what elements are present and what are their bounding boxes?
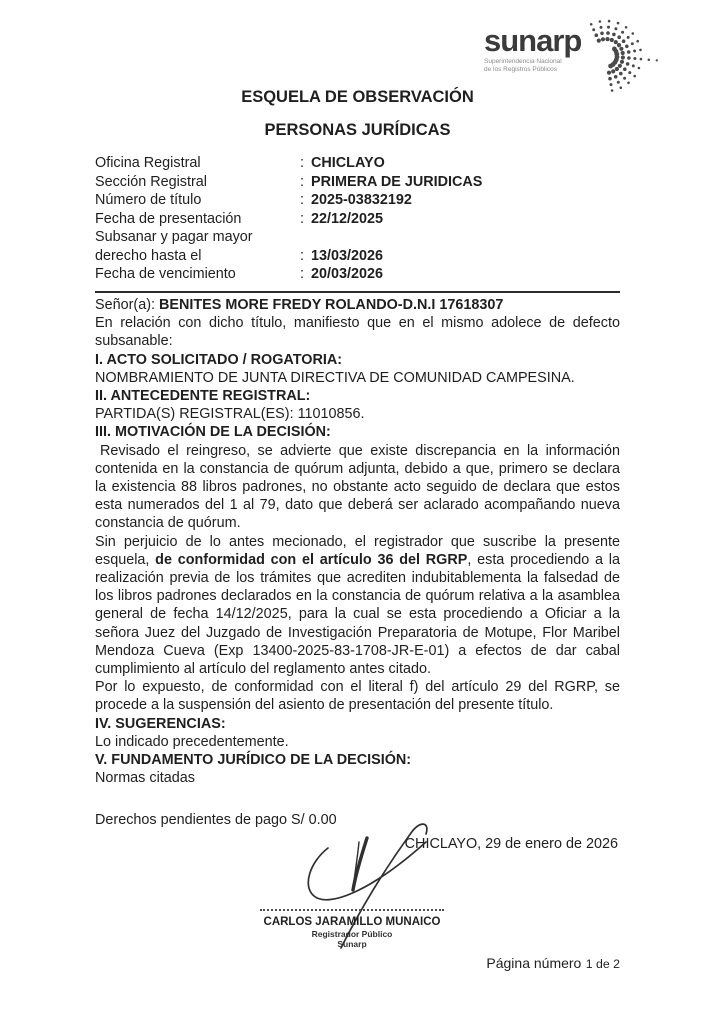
field-separator: :: [300, 210, 304, 227]
signer-name: CARLOS JARAMILLO MUNAICO: [263, 916, 441, 928]
field-separator: :: [300, 155, 304, 172]
page-number-value: 1 de 2: [585, 957, 620, 971]
field-label: derecho hasta el: [95, 247, 202, 264]
addressee-prefix: Señor(a):: [95, 296, 159, 313]
signer-role: Registrador Público: [311, 929, 393, 939]
page-number-footer: [486, 955, 620, 973]
field-fecha-de-presentacion: [95, 210, 620, 229]
document-subtitle: PERSONAS JURÍDICAS: [264, 121, 451, 140]
field-separator: [300, 228, 311, 247]
section-5-body: Normas citadas: [95, 770, 195, 787]
paragraph-text: Sin perjuicio de lo antes mecionado, el registrador que suscribe la presente esquela,: [95, 533, 620, 568]
intro-paragraph: En relación con dicho título, manifiesto que en el mismo adolece de defecto subsanable:: [95, 315, 620, 350]
place-and-date-line: CHICLAYO, 29 de enero de 2026: [404, 835, 618, 852]
section-3-heading: III. MOTIVACIÓN DE LA DECISIÓN:: [95, 424, 331, 441]
signature-dashed-line: [260, 909, 444, 911]
field-separator: :: [300, 173, 304, 190]
field-numero-de-titulo: [95, 191, 620, 210]
signer-identity: [252, 909, 452, 949]
field-value: CHICLAYO: [311, 155, 385, 172]
document-title: ESQUELA DE OBSERVACIÓN: [241, 88, 474, 106]
field-value: 20/03/2026: [311, 266, 384, 283]
field-separator: :: [300, 266, 304, 283]
section-1-heading: I. ACTO SOLICITADO / ROGATORIA:: [95, 351, 343, 368]
field-oficina-registral: [95, 154, 620, 173]
addressee-line: [95, 296, 620, 314]
field-value: 13/03/2026: [311, 247, 384, 264]
document-body: [95, 0, 620, 853]
section-1-body: NOMBRAMIENTO DE JUNTA DIRECTIVA DE COMUNIDAD CAMPESINA.: [95, 369, 575, 386]
paragraph-bold-citation: de conformidad con el artículo 36 del RGRP: [155, 551, 468, 568]
signer-organization: Sunarp: [337, 939, 367, 949]
section-3-paragraph-3: Por lo expuesto, de conformidad con el literal f) del artículo 29 del RGRP, se procede a la suspensión del asiento de presentación del presente título.: [95, 679, 620, 714]
field-label: Subsanar y pagar mayor: [95, 229, 253, 246]
section-4-heading: IV. SUGERENCIAS:: [95, 715, 226, 732]
registry-fields: [95, 154, 620, 284]
sunarp-logo-wordmark: sunarp: [484, 23, 582, 58]
sunarp-logo: [484, 23, 582, 73]
pending-fees-line: Derechos pendientes de pago S/ 0.00: [95, 812, 337, 829]
sunarp-logo-tagline: Superintendencia Nacional de los Registros Públicos: [484, 58, 562, 73]
field-value: PRIMERA DE JURIDICAS: [311, 173, 483, 190]
field-derecho-hasta-el: [95, 247, 620, 266]
field-separator: :: [300, 247, 304, 264]
page-number-label: Página número: [486, 955, 582, 971]
field-label: Fecha de vencimiento: [95, 266, 236, 283]
header-divider: [95, 291, 620, 293]
field-value: 2025-03832192: [311, 192, 412, 209]
field-value: 22/12/2025: [311, 210, 384, 227]
section-5-heading: V. FUNDAMENTO JURÍDICO DE LA DECISIÓN:: [95, 751, 412, 768]
signature-block: [252, 818, 452, 958]
addressee-name: BENITES MORE FREDY ROLANDO-D.N.I 17618307: [159, 296, 504, 313]
field-seccion-registral: [95, 173, 620, 192]
section-3-paragraph-1: Revisado el reingreso, se advierte que existe discrepancia en la información contenida en la constancia de quórum adjunta, debido a que, primero se declara la existencia 88 libros padrones, no obstante acto seguido de declara que estos esta numerados del 1 al 79, dato que deberá ser aclarado acompañando nueva constancia de quórum.: [95, 442, 620, 532]
field-fecha-de-vencimiento: [95, 265, 620, 284]
field-label: Fecha de presentación: [95, 210, 242, 227]
field-subsanar-y-pagar: [95, 228, 620, 247]
field-label: Número de título: [95, 192, 202, 209]
field-label: Sección Registral: [95, 173, 207, 190]
section-4-body: Lo indicado precedentemente.: [95, 733, 289, 750]
section-2-heading: II. ANTECEDENTE REGISTRAL:: [95, 387, 311, 404]
field-separator: :: [300, 192, 304, 209]
paragraph-text: , esta procediendo a la realización previa de los trámites que acrediten indubitablementa la falsedad de los libros padrones declarados en la constancia de quórum relativa a la asamblea general de fecha 14/12/2025, para la cual se esta procediendo a Oficiar a la señora Juez del Juzgado de Investigación Preparatoria de Motupe, Flor Maribel Mendoza Cueva (Exp 13400-2025-83-1708-JR-E-01) a efectos de dar cabal cumplimiento al artículo del reglamento antes citado.: [95, 551, 621, 677]
section-3-paragraph-2: [95, 533, 620, 679]
field-label: Oficina Registral: [95, 155, 201, 172]
section-2-body: PARTIDA(S) REGISTRAL(ES): 11010856.: [95, 406, 365, 423]
